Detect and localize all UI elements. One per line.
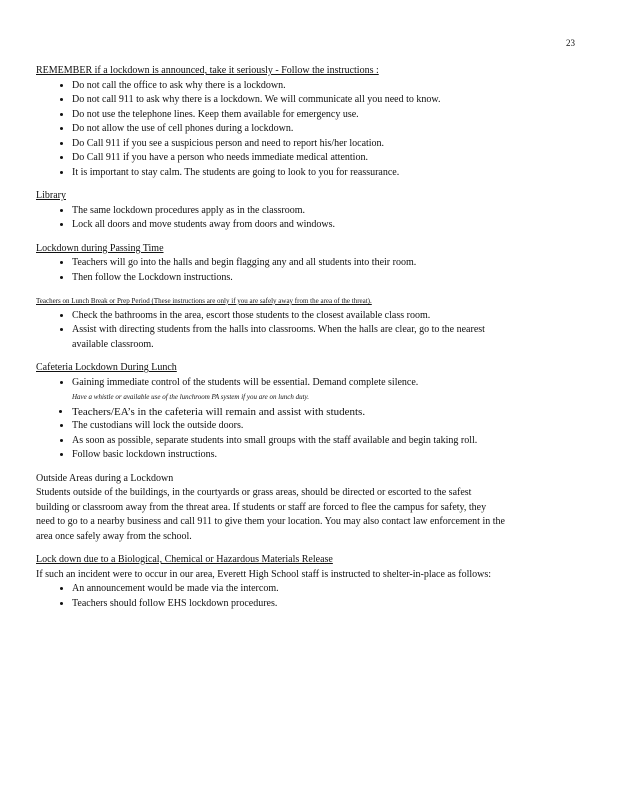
list-item: • Check the bathrooms in the area, escort those students to the closest available class room. [72, 309, 506, 324]
list-item: • Do Call 911 if you have a person who needs immediate medical attention. [72, 151, 506, 166]
bullet-list [36, 582, 506, 611]
list-item: • Assist with directing students from the halls into classrooms. When the halls are clear, go to the nearest available classroom. [72, 323, 506, 352]
bullet-list [36, 309, 506, 353]
list-item: • The same lockdown procedures apply as in the classroom. [72, 204, 506, 219]
list-item: • Teachers should follow EHS lockdown procedures. [72, 597, 506, 612]
list-item: • Teachers/EA’s in the cafeteria will remain and assist with students. [72, 405, 506, 420]
page-number: 23 [566, 38, 575, 48]
list-item: • Gaining immediate control of the students will be essential. Demand complete silence. [72, 376, 506, 391]
list-item: • Do not allow the use of cell phones during a lockdown. [72, 122, 506, 137]
list-item: • It is important to stay calm. The students are going to look to you for reassurance. [72, 166, 506, 181]
paragraph: If such an incident were to occur in our area, Everett High School staff is instructed to shelter-in-place as follows: [36, 568, 492, 580]
list-item: • Follow basic lockdown instructions. [72, 448, 506, 463]
section-lunch-break [36, 294, 506, 352]
document-body [36, 64, 506, 620]
section-heading: Cafeteria Lockdown During Lunch [36, 362, 177, 373]
section-heading: Outside Areas during a Lockdown [36, 472, 174, 484]
paragraph: Students outside of the buildings, in the courtyards or grass areas, should be directed or escorted to the safest building or classroom away from the threat area. If students or staff are forced to flee the campus for safety, they need to go to a nearby business and call 911 to give them your location. You may also contact law enforcement in the area once safely away from the school. [36, 487, 505, 542]
section-library [36, 189, 506, 233]
list-item: • Do not use the telephone lines. Keep them available for emergency use. [72, 108, 506, 123]
section-remember [36, 64, 506, 180]
list-item: • The custodians will lock the outside doors. [72, 419, 506, 434]
section-hazmat [36, 553, 506, 611]
section-outside-areas [36, 472, 506, 545]
section-cafeteria [36, 361, 506, 463]
bullet-list [36, 376, 506, 391]
list-item: • Teachers will go into the halls and begin flagging any and all students into their room. [72, 256, 506, 271]
section-heading: Lock down due to a Biological, Chemical or Hazardous Materials Release [36, 554, 333, 565]
section-heading: REMEMBER if a lockdown is announced, take it seriously - Follow the instructions : [36, 65, 379, 76]
whistle-note: Have a whistle or available use of the lunchroom PA system if you are on lunch duty. [72, 393, 309, 401]
list-item: • An announcement would be made via the intercom. [72, 582, 506, 597]
bullet-list [36, 204, 506, 233]
list-item: • Do Call 911 if you see a suspicious person and need to report his/her location. [72, 137, 506, 152]
list-item: • As soon as possible, separate students into small groups with the staff available and begin taking roll. [72, 434, 506, 449]
section-heading: Lockdown during Passing Time [36, 242, 164, 254]
list-item: • Do not call the office to ask why there is a lockdown. [72, 79, 506, 94]
list-item: • Do not call 911 to ask why there is a lockdown. We will communicate all you need to know. [72, 93, 506, 108]
section-passing-time [36, 242, 506, 286]
list-item: • Lock all doors and move students away from doors and windows. [72, 218, 506, 233]
section-heading: Library [36, 190, 66, 201]
list-item: • Then follow the Lockdown instructions. [72, 271, 506, 286]
bullet-list [36, 79, 506, 181]
bullet-list [36, 405, 506, 463]
bullet-list [36, 256, 506, 285]
section-heading: Teachers on Lunch Break or Prep Period (These instructions are only if you are safely away from the area of the threat). [36, 297, 372, 305]
